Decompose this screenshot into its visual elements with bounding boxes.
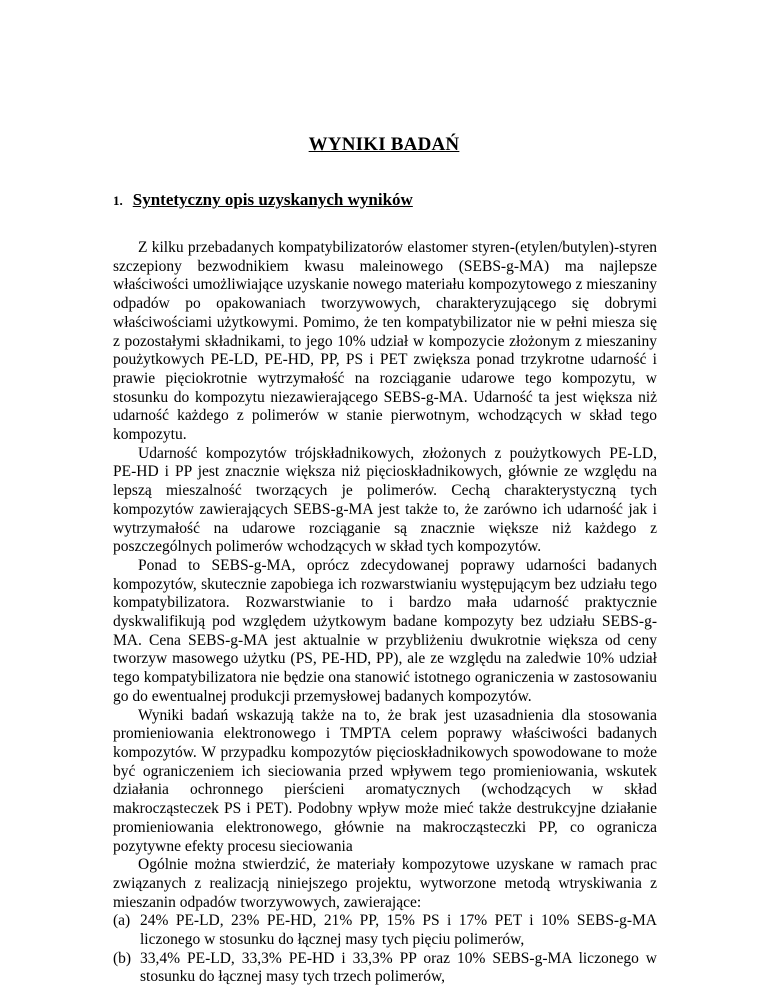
paragraph: Wyniki badań wskazują także na to, że brak jest uzasadnienia dla stosowania promieniowania elektronowego i TMPTA celem poprawy właściwości badanych kompozytów. W przypadku kompozytów pięcioskładnikowych spowodowane to może być ograniczeniem ich sieciowania przed wpływem tego promieniowania, wskutek działania ochronnego pierścieni aromatycznych (wchodzących w skład makrocząsteczek PS i PET). Podobny wpływ może mieć także destrukcyjne działanie promieniowania elektronowego, głównie na makrocząsteczki PP, co ogranicza pozytywne efekty procesu sieciowania xyxy=(113,706,657,855)
section-title: Syntetyczny opis uzyskanych wyników xyxy=(132,190,413,209)
list-item xyxy=(113,912,657,949)
list-item-text: 24% PE-LD, 23% PE-HD, 21% PP, 15% PS i 17% PET i 10% SEBS-g-MA liczonego w stosunku do łącznej masy tych pięciu polimerów, xyxy=(140,912,657,949)
list-marker: (b) xyxy=(113,949,132,967)
paragraph: Ogólnie można stwierdzić, że materiały kompozytowe uzyskane w ramach prac związanych z realizacją niniejszego projektu, wytworzone metodą wtryskiwania z mieszanin odpadów tworzywowych, zawierające: xyxy=(113,856,657,911)
list-item-text: 33,4% PE-LD, 33,3% PE-HD i 33,3% PP oraz 10% SEBS-g-MA liczonego w stosunku do łącznej masy tych trzech polimerów, xyxy=(140,949,657,986)
paragraph: Z kilku przebadanych kompatybilizatorów elastomer styren-(etylen/butylen)-styren szczepiony bezwodnikiem kwasu maleinowego (SEBS-g-MA) ma najlepsze właściwości umożliwiające uzyskanie nowego materiału kompozytowego z mieszaniny odpadów po opakowaniach tworzywowych, charakteryzującego się dobrymi właściwościami użytkowymi. Pomimo, że ten kompatybilizator nie w pełni miesza się z pozostałymi składnikami, to jego 10% udział w kompozycie złożonym z mieszaniny poużytkowych PE-LD, PE-HD, PP, PS i PET zwiększa ponad trzykrotne udarność i prawie pięciokrotnie wytrzymałość na rozciąganie udarowe tego kompozytu, w stosunku do kompozytu niezawierającego SEBS-g-MA. Udarność ta jest większa niż udarność każdego z polimerów w stanie pierwotnym, wchodzących w skład tego kompozytu. xyxy=(113,239,657,444)
section-heading xyxy=(113,190,413,210)
paragraph: Udarność kompozytów trójskładnikowych, złożonych z poużytkowych PE-LD, PE-HD i PP jest znacznie większa niż pięcioskładnikowych, głównie ze względu na lepszą mieszalność tworzących je polimerów. Cechą charakterystyczną tych kompozytów zawierających SEBS-g-MA jest także to, że zarówno ich udarność jak i wytrzymałość na udarowe rozciąganie są znacznie większe niż każdego z poszczególnych polimerów wchodzących w skład tych kompozytów. xyxy=(113,444,657,556)
body-text xyxy=(113,239,657,987)
list-marker: (a) xyxy=(113,912,131,930)
composition-list xyxy=(113,912,657,987)
page-title: WYNIKI BADAŃ xyxy=(308,134,460,155)
list-item xyxy=(113,950,657,987)
section-number: 1. xyxy=(113,193,123,208)
paragraph: Ponad to SEBS-g-MA, oprócz zdecydowanej poprawy udarności badanych kompozytów, skutecznie zapobiega ich rozwarstwianiu występującym bez udziału tego kompatybilizatora. Rozwarstwianie to i bardzo mała udarność praktycznie dyskwalifikują pod względem użytkowym badane kompozyty bez udziału SEBS-g-MA. Cena SEBS-g-MA jest aktualnie w przybliżeniu dwukrotnie większa od ceny tworzyw masowego użytku (PS, PE-HD, PP), ale ze względu na zaledwie 10% udział tego kompatybilizatora nie będzie ona stanowić istotnego ograniczenia w zastosowaniu go do ewentualnej produkcji przemysłowej badanych kompozytów. xyxy=(113,556,657,705)
